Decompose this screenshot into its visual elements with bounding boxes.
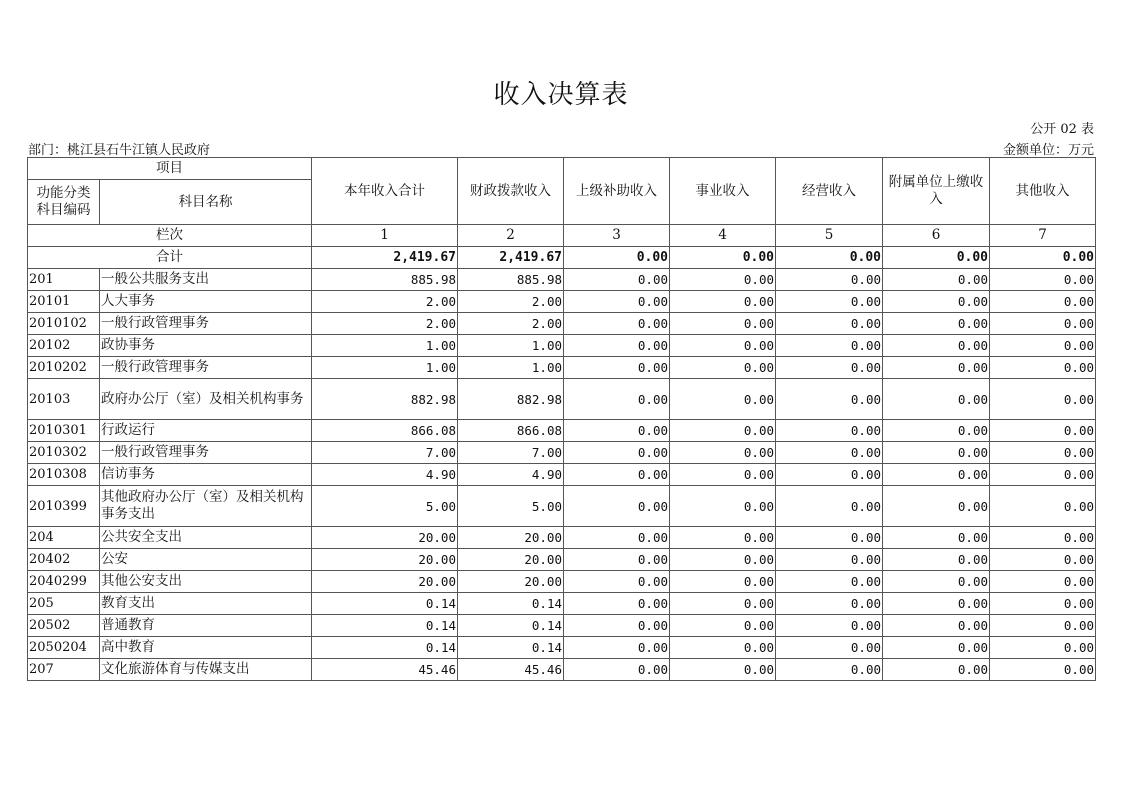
amount-cell: 0.00 bbox=[670, 593, 776, 615]
subject-code: 20502 bbox=[28, 615, 100, 637]
header-col-7: 其他收入 bbox=[990, 158, 1096, 225]
subject-name: 信访事务 bbox=[100, 464, 312, 486]
amount-cell: 0.00 bbox=[564, 357, 670, 379]
amount-cell: 1.00 bbox=[312, 335, 458, 357]
amount-cell: 885.98 bbox=[312, 269, 458, 291]
amount-cell: 866.08 bbox=[312, 420, 458, 442]
header-col-4: 事业收入 bbox=[670, 158, 776, 225]
amount-cell: 0.00 bbox=[776, 269, 883, 291]
amount-cell: 0.00 bbox=[883, 571, 990, 593]
subject-name: 普通教育 bbox=[100, 615, 312, 637]
amount-cell: 45.46 bbox=[458, 659, 564, 681]
subject-name: 其他公安支出 bbox=[100, 571, 312, 593]
total-value: 2,419.67 bbox=[458, 247, 564, 269]
amount-cell: 0.00 bbox=[564, 269, 670, 291]
amount-cell: 0.00 bbox=[990, 420, 1096, 442]
subject-code: 20101 bbox=[28, 291, 100, 313]
subject-name: 教育支出 bbox=[100, 593, 312, 615]
amount-cell: 0.00 bbox=[883, 486, 990, 527]
amount-cell: 2.00 bbox=[458, 291, 564, 313]
total-value: 0.00 bbox=[883, 247, 990, 269]
amount-cell: 0.00 bbox=[883, 379, 990, 420]
total-value: 2,419.67 bbox=[312, 247, 458, 269]
subject-name: 高中教育 bbox=[100, 637, 312, 659]
amount-cell: 0.14 bbox=[458, 593, 564, 615]
amount-cell: 0.00 bbox=[670, 291, 776, 313]
amount-cell: 20.00 bbox=[458, 571, 564, 593]
amount-cell: 0.00 bbox=[670, 313, 776, 335]
header-func-code: 功能分类 科目编码 bbox=[28, 180, 100, 225]
amount-cell: 0.00 bbox=[776, 593, 883, 615]
amount-cell: 5.00 bbox=[458, 486, 564, 527]
table-row bbox=[28, 464, 1096, 486]
table-row bbox=[28, 313, 1096, 335]
amount-cell: 0.00 bbox=[776, 571, 883, 593]
table-row bbox=[28, 335, 1096, 357]
subject-code: 201 bbox=[28, 269, 100, 291]
amount-cell: 0.00 bbox=[670, 464, 776, 486]
header-col-6: 附属单位上缴收入 bbox=[883, 158, 990, 225]
subject-name: 一般行政管理事务 bbox=[100, 357, 312, 379]
amount-cell: 0.00 bbox=[776, 486, 883, 527]
amount-cell: 0.00 bbox=[776, 615, 883, 637]
amount-cell: 0.00 bbox=[670, 527, 776, 549]
amount-cell: 0.00 bbox=[670, 335, 776, 357]
amount-cell: 0.00 bbox=[990, 637, 1096, 659]
amount-cell: 0.00 bbox=[883, 420, 990, 442]
amount-cell: 0.00 bbox=[883, 464, 990, 486]
amount-cell: 7.00 bbox=[458, 442, 564, 464]
amount-cell: 0.00 bbox=[776, 527, 883, 549]
amount-cell: 0.00 bbox=[670, 442, 776, 464]
amount-cell: 0.00 bbox=[883, 269, 990, 291]
total-value: 0.00 bbox=[564, 247, 670, 269]
amount-cell: 0.00 bbox=[883, 549, 990, 571]
table-row bbox=[28, 357, 1096, 379]
amount-unit: 金额单位：万元 bbox=[1002, 143, 1094, 158]
subject-name: 政协事务 bbox=[100, 335, 312, 357]
amount-cell: 0.00 bbox=[564, 420, 670, 442]
col-number-1: 1 bbox=[312, 225, 458, 247]
amount-cell: 20.00 bbox=[312, 571, 458, 593]
table-row bbox=[28, 527, 1096, 549]
amount-cell: 2.00 bbox=[458, 313, 564, 335]
total-row bbox=[28, 247, 1096, 269]
subject-code: 2010302 bbox=[28, 442, 100, 464]
amount-cell: 0.00 bbox=[776, 335, 883, 357]
table-row bbox=[28, 486, 1096, 527]
amount-cell: 0.00 bbox=[776, 464, 883, 486]
amount-cell: 866.08 bbox=[458, 420, 564, 442]
amount-cell: 0.00 bbox=[990, 335, 1096, 357]
table-row bbox=[28, 637, 1096, 659]
amount-cell: 0.00 bbox=[776, 549, 883, 571]
amount-cell: 0.00 bbox=[670, 549, 776, 571]
subject-name: 人大事务 bbox=[100, 291, 312, 313]
amount-cell: 0.14 bbox=[458, 615, 564, 637]
amount-cell: 0.00 bbox=[883, 335, 990, 357]
header-item: 项目 bbox=[28, 158, 312, 180]
table-row bbox=[28, 571, 1096, 593]
amount-cell: 0.00 bbox=[883, 637, 990, 659]
subject-code: 20402 bbox=[28, 549, 100, 571]
header-col-2: 财政拨款收入 bbox=[458, 158, 564, 225]
header-col-3: 上级补助收入 bbox=[564, 158, 670, 225]
amount-cell: 0.00 bbox=[564, 527, 670, 549]
amount-cell: 0.00 bbox=[883, 313, 990, 335]
total-label: 合计 bbox=[28, 247, 312, 269]
col-number-6: 6 bbox=[883, 225, 990, 247]
table-row bbox=[28, 615, 1096, 637]
col-number-label: 栏次 bbox=[28, 225, 312, 247]
subject-code: 2010399 bbox=[28, 486, 100, 527]
amount-cell: 0.00 bbox=[564, 464, 670, 486]
amount-cell: 4.90 bbox=[312, 464, 458, 486]
amount-cell: 0.00 bbox=[564, 379, 670, 420]
amount-cell: 0.00 bbox=[990, 442, 1096, 464]
amount-cell: 0.00 bbox=[776, 357, 883, 379]
amount-cell: 0.00 bbox=[990, 357, 1096, 379]
amount-cell: 0.00 bbox=[883, 615, 990, 637]
amount-cell: 0.00 bbox=[883, 659, 990, 681]
subject-name: 一般行政管理事务 bbox=[100, 313, 312, 335]
col-number-2: 2 bbox=[458, 225, 564, 247]
amount-cell: 0.00 bbox=[564, 291, 670, 313]
amount-cell: 0.00 bbox=[670, 357, 776, 379]
header-col-1: 本年收入合计 bbox=[312, 158, 458, 225]
amount-cell: 45.46 bbox=[312, 659, 458, 681]
amount-cell: 0.00 bbox=[670, 571, 776, 593]
amount-cell: 0.00 bbox=[990, 313, 1096, 335]
amount-cell: 0.00 bbox=[990, 486, 1096, 527]
amount-cell: 1.00 bbox=[312, 357, 458, 379]
header-col-5: 经营收入 bbox=[776, 158, 883, 225]
amount-cell: 0.00 bbox=[990, 659, 1096, 681]
table-row bbox=[28, 291, 1096, 313]
subject-code: 2010202 bbox=[28, 357, 100, 379]
subject-code: 2010301 bbox=[28, 420, 100, 442]
amount-cell: 7.00 bbox=[312, 442, 458, 464]
total-value: 0.00 bbox=[670, 247, 776, 269]
amount-cell: 1.00 bbox=[458, 357, 564, 379]
subject-code: 2010308 bbox=[28, 464, 100, 486]
amount-cell: 0.14 bbox=[312, 593, 458, 615]
table-row bbox=[28, 659, 1096, 681]
amount-cell: 0.00 bbox=[776, 420, 883, 442]
department-label: 部门：桃江县石牛江镇人民政府 bbox=[28, 143, 211, 158]
amount-cell: 0.00 bbox=[564, 659, 670, 681]
table-row bbox=[28, 379, 1096, 420]
amount-cell: 20.00 bbox=[312, 549, 458, 571]
amount-cell: 0.00 bbox=[883, 357, 990, 379]
amount-cell: 0.00 bbox=[990, 291, 1096, 313]
amount-cell: 5.00 bbox=[312, 486, 458, 527]
subject-name: 文化旅游体育与传媒支出 bbox=[100, 659, 312, 681]
amount-cell: 1.00 bbox=[458, 335, 564, 357]
amount-cell: 0.00 bbox=[564, 593, 670, 615]
subject-code: 2010102 bbox=[28, 313, 100, 335]
subject-code: 207 bbox=[28, 659, 100, 681]
report-title: 收入决算表 bbox=[493, 80, 629, 110]
table-row bbox=[28, 420, 1096, 442]
subject-code: 20103 bbox=[28, 379, 100, 420]
amount-cell: 0.00 bbox=[776, 291, 883, 313]
subject-code: 2040299 bbox=[28, 571, 100, 593]
table-row bbox=[28, 549, 1096, 571]
subject-name: 行政运行 bbox=[100, 420, 312, 442]
amount-cell: 0.00 bbox=[990, 379, 1096, 420]
subject-code: 2050204 bbox=[28, 637, 100, 659]
amount-cell: 20.00 bbox=[458, 527, 564, 549]
amount-cell: 20.00 bbox=[458, 549, 564, 571]
amount-cell: 0.00 bbox=[670, 269, 776, 291]
subject-code: 204 bbox=[28, 527, 100, 549]
amount-cell: 882.98 bbox=[312, 379, 458, 420]
amount-cell: 0.00 bbox=[564, 486, 670, 527]
amount-cell: 0.00 bbox=[990, 593, 1096, 615]
table-row bbox=[28, 593, 1096, 615]
amount-cell: 885.98 bbox=[458, 269, 564, 291]
subject-name: 一般行政管理事务 bbox=[100, 442, 312, 464]
amount-cell: 0.00 bbox=[670, 659, 776, 681]
amount-cell: 0.00 bbox=[883, 593, 990, 615]
amount-cell: 2.00 bbox=[312, 291, 458, 313]
amount-cell: 0.14 bbox=[312, 615, 458, 637]
amount-cell: 4.90 bbox=[458, 464, 564, 486]
amount-cell: 0.00 bbox=[776, 442, 883, 464]
amount-cell: 0.14 bbox=[312, 637, 458, 659]
amount-cell: 0.00 bbox=[564, 615, 670, 637]
amount-cell: 0.00 bbox=[670, 486, 776, 527]
subject-name: 一般公共服务支出 bbox=[100, 269, 312, 291]
subject-name: 公共安全支出 bbox=[100, 527, 312, 549]
amount-cell: 882.98 bbox=[458, 379, 564, 420]
amount-cell: 0.14 bbox=[458, 637, 564, 659]
amount-cell: 0.00 bbox=[670, 637, 776, 659]
col-number-5: 5 bbox=[776, 225, 883, 247]
amount-cell: 0.00 bbox=[990, 571, 1096, 593]
table-row bbox=[28, 269, 1096, 291]
amount-cell: 0.00 bbox=[670, 615, 776, 637]
amount-cell: 0.00 bbox=[564, 549, 670, 571]
subject-code: 205 bbox=[28, 593, 100, 615]
table-row bbox=[28, 442, 1096, 464]
amount-cell: 0.00 bbox=[670, 379, 776, 420]
col-number-3: 3 bbox=[564, 225, 670, 247]
total-value: 0.00 bbox=[990, 247, 1096, 269]
amount-cell: 0.00 bbox=[564, 335, 670, 357]
total-value: 0.00 bbox=[776, 247, 883, 269]
amount-cell: 0.00 bbox=[990, 269, 1096, 291]
subject-name: 政府办公厅（室）及相关机构事务 bbox=[100, 379, 312, 420]
amount-cell: 0.00 bbox=[776, 313, 883, 335]
amount-cell: 0.00 bbox=[990, 615, 1096, 637]
amount-cell: 0.00 bbox=[883, 291, 990, 313]
amount-cell: 0.00 bbox=[883, 442, 990, 464]
subject-name: 其他政府办公厅（室）及相关机构事务支出 bbox=[100, 486, 312, 527]
subject-code: 20102 bbox=[28, 335, 100, 357]
col-number-7: 7 bbox=[990, 225, 1096, 247]
amount-cell: 0.00 bbox=[564, 637, 670, 659]
amount-cell: 0.00 bbox=[564, 571, 670, 593]
amount-cell: 2.00 bbox=[312, 313, 458, 335]
income-table bbox=[27, 157, 1096, 681]
amount-cell: 0.00 bbox=[670, 420, 776, 442]
amount-cell: 0.00 bbox=[883, 527, 990, 549]
amount-cell: 0.00 bbox=[990, 527, 1096, 549]
amount-cell: 0.00 bbox=[776, 637, 883, 659]
amount-cell: 0.00 bbox=[990, 549, 1096, 571]
header-subject-name: 科目名称 bbox=[100, 180, 312, 225]
col-number-4: 4 bbox=[670, 225, 776, 247]
amount-cell: 0.00 bbox=[564, 442, 670, 464]
amount-cell: 0.00 bbox=[776, 379, 883, 420]
amount-cell: 0.00 bbox=[776, 659, 883, 681]
amount-cell: 0.00 bbox=[564, 313, 670, 335]
subject-name: 公安 bbox=[100, 549, 312, 571]
form-number: 公开 02 表 bbox=[1030, 122, 1094, 137]
amount-cell: 20.00 bbox=[312, 527, 458, 549]
amount-cell: 0.00 bbox=[990, 464, 1096, 486]
